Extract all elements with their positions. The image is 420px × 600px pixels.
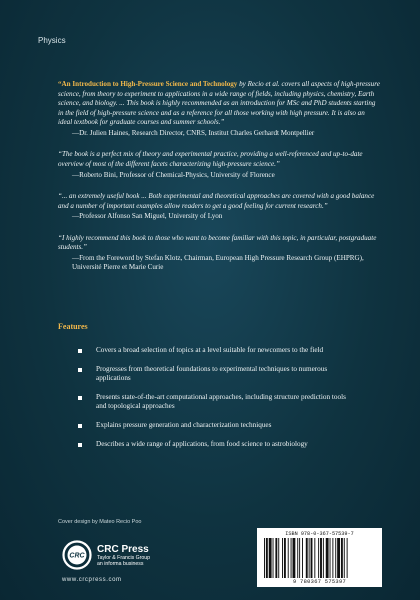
endorsement-attribution: —Dr. Julien Haines, Research Director, CNRS, Institut Charles Gerhardt Montpellier xyxy=(72,128,315,137)
barcode-bar xyxy=(341,538,343,578)
feature-text: Covers a broad selection of topics at a level suitable for newcomers to the field xyxy=(96,346,324,354)
publisher-block xyxy=(97,544,150,568)
endorsements xyxy=(58,80,380,273)
barcode-bar xyxy=(288,538,289,578)
barcode-bar xyxy=(344,538,345,578)
logo-text: CRC xyxy=(69,552,85,560)
endorsement-attribution: —From the Foreword by Stefan Klotz, Chairman, European High Pressure Research Group (EHPRG), Université Pierre et Marie Curie xyxy=(72,253,364,272)
barcode-bar xyxy=(326,538,329,578)
feature-text: Explains pressure generation and characterization techniques xyxy=(96,420,272,429)
barcode-bar xyxy=(297,538,298,578)
barcode-bar xyxy=(347,538,348,578)
barcode-bar xyxy=(266,538,268,578)
endorsement-body: by Recio et al. covers all aspects of high-pressure science, from theory to experiment to applications in a wide range of fields, including physics, chemistry, Earth science, and biology. ... This book is highly recommended as an introduction for MSc and PhD students starting in the field of high-pressure science and as a reference for all those working with high pressure. It is also an ideal textbook for graduate courses and summer schools.” xyxy=(58,80,380,127)
category-label: Physics xyxy=(38,36,66,45)
barcode-bar xyxy=(337,538,340,578)
barcode-bar xyxy=(282,538,283,578)
endorsement-2 xyxy=(58,150,380,180)
barcode-digits: 9 780367 575397 xyxy=(292,579,347,585)
cover-design-credit: Cover design by Mateo Recio Poo xyxy=(58,519,142,525)
barcode-bar xyxy=(323,538,324,578)
barcode-bar xyxy=(318,538,319,578)
barcode-bar xyxy=(332,538,333,578)
publisher-tagline: an informa business xyxy=(97,561,144,568)
crc-press-logo-icon xyxy=(62,540,92,570)
endorsement-3 xyxy=(58,192,380,222)
barcode-bar xyxy=(302,538,303,578)
isbn-label: ISBN 978-0-367-57539-7 xyxy=(285,531,354,537)
feature-text: Progresses from theoretical foundations to experimental techniques to numerous applications xyxy=(96,364,328,383)
barcode-bar xyxy=(309,538,310,578)
barcode-bar xyxy=(278,538,279,578)
feature-item xyxy=(78,393,358,412)
book-title: An Introduction to High-Pressure Science and Technology xyxy=(61,80,238,88)
endorsement-1 xyxy=(58,80,380,138)
square-bullet-icon xyxy=(78,396,82,400)
endorsement-text: “I highly recommend this book to those who want to become familiar with this topic, in particular, postgraduate students.” xyxy=(58,233,377,252)
square-bullet-icon xyxy=(78,349,82,353)
endorsement-text: “The book is a perfect mix of theory and experimental practice, providing a well-referenced and up-to-date overview of most of the different facets characterizing high-pressure science.” xyxy=(58,150,363,168)
endorsement-attribution: —Professor Alfonso San Miguel, University of Lyon xyxy=(72,212,223,221)
open-quote-mark: “ xyxy=(58,80,62,88)
barcode-bar xyxy=(284,538,286,578)
barcode-bar xyxy=(291,538,292,578)
publisher-url: www.crcpress.com xyxy=(62,577,122,583)
endorsement-attribution: —Roberto Bini, Professor of Chemical-Physics, University of Florence xyxy=(72,170,275,179)
barcode-bar xyxy=(299,538,300,578)
feature-text: Describes a wide range of applications, from food science to astrobiology xyxy=(96,439,308,448)
barcode-bar xyxy=(293,538,296,578)
barcode-bar xyxy=(330,538,331,578)
barcode-bar xyxy=(320,538,322,578)
feature-item xyxy=(78,346,358,356)
barcode-bar xyxy=(306,538,308,578)
endorsement-text: “... an extremely useful book ... Both experimental and theoretical approaches are covered with a good balance and a number of important examples allow readers to get a good feeling for current research.” xyxy=(58,191,375,210)
feature-item xyxy=(78,440,358,450)
endorsement-text xyxy=(58,80,380,128)
feature-item xyxy=(78,421,358,431)
barcode-bar xyxy=(273,538,274,578)
barcode-bars-icon xyxy=(262,538,377,580)
features-heading: Features xyxy=(58,322,88,331)
endorsement-4 xyxy=(58,234,380,273)
barcode-bar xyxy=(335,538,336,578)
barcode-bar xyxy=(264,538,265,578)
barcode-bar xyxy=(275,538,277,578)
square-bullet-icon xyxy=(78,424,82,428)
square-bullet-icon xyxy=(78,443,82,447)
barcode-bar xyxy=(314,538,315,578)
barcode-bar xyxy=(269,538,272,578)
publisher-group: Taylor & Francis Group xyxy=(97,555,151,561)
features-list xyxy=(78,346,358,458)
isbn-barcode xyxy=(257,528,382,587)
barcode-bar xyxy=(311,538,313,578)
feature-item xyxy=(78,365,358,384)
publisher-name: CRC Press xyxy=(97,544,149,555)
square-bullet-icon xyxy=(78,368,82,372)
feature-text: Presents state-of-the-art computational approaches, including structure prediction tools and topological approaches xyxy=(96,392,346,411)
